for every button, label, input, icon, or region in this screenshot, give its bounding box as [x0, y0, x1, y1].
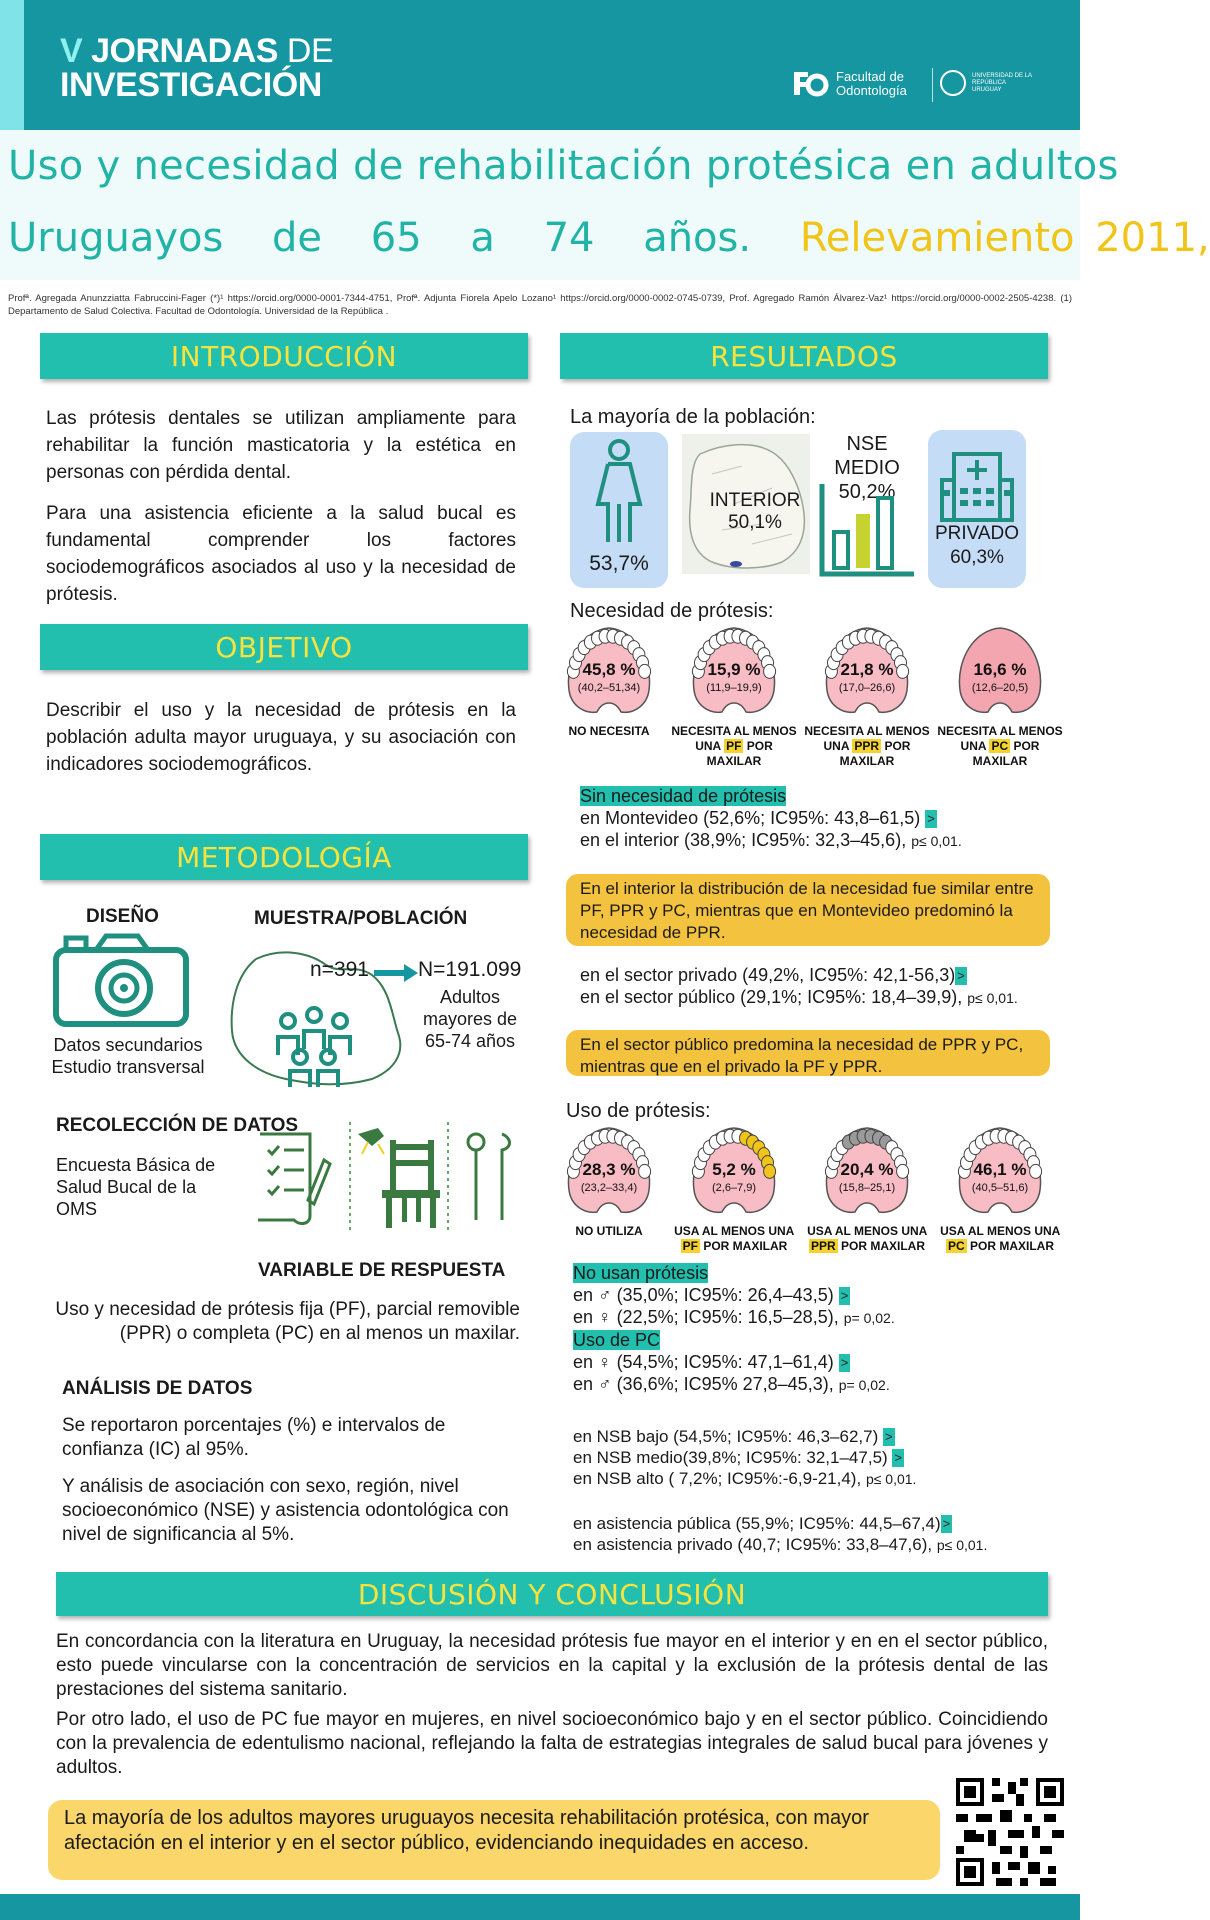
- uso-ci: (2,6–7,9): [711, 1182, 757, 1194]
- callout-sector: En el sector público predomina la necesidad de PPR y PC, mientras que en el privado la PF y PPR.: [566, 1030, 1050, 1076]
- uso-value: 5,2 %: [712, 1160, 756, 1179]
- privado-label: PRIVADO: [934, 523, 1020, 544]
- analisis-paragraph-1: Se reportaron porcentajes (%) e intervalos de confianza (IC) al 95%.: [62, 1415, 446, 1460]
- necesidad-caption: [936, 724, 1064, 769]
- header-accent-stripe: [0, 0, 24, 130]
- necesidad-value: 16,6 %: [973, 660, 1027, 679]
- en-word: en: [573, 1374, 594, 1394]
- result-asistencia-publica: en asistencia pública (55,9%; IC95%: 44,5–67,4): [573, 1514, 941, 1533]
- caption-text: NO NECESITA: [568, 724, 650, 738]
- necesidad-value: 15,9 %: [707, 660, 761, 679]
- caption-text: USA AL MENOS UNA: [674, 1224, 794, 1238]
- variable-text: Uso y necesidad de prótesis fija (PF), parcial removible (PPR) o completa (PC) en al menos un maxilar.: [55, 1299, 520, 1344]
- prosthesis-type-highlight: PC: [991, 739, 1009, 753]
- greater-than-badge: >: [840, 1355, 849, 1370]
- discusion-paragraph-2: Por otro lado, el uso de PC fue mayor en mujeres, en nivel socioeconómico bajo y en el sector público. Coincidiendo con la prevalencia de edentulismo nacional, reflejando la falta de estrategias integrales de salud bucal para jóvenes y adultos.: [56, 1709, 1048, 1778]
- asistencia-block: [573, 1513, 987, 1556]
- result-privado: en el sector privado (49,2%, IC95%: 42,1-56,3): [580, 965, 956, 985]
- caption-text: POR MAXILAR: [970, 1239, 1054, 1253]
- result-interior: en el interior (38,9%; IC95%: 32,3–45,6),: [580, 830, 907, 850]
- p-value: p≤ 0,01.: [967, 990, 1018, 1006]
- sector-block: [580, 964, 1018, 1009]
- section-heading-metodologia: METODOLOGÍA: [40, 834, 528, 880]
- datos-secundarios: Datos secundarios: [53, 1035, 203, 1055]
- objetivo-paragraph: Describir el uso y la necesidad de prótesis en la población adulta mayor uruguaya, y su asociación con indicadores sociodemográficos.: [46, 700, 516, 775]
- caption-text: POR MAXILAR: [703, 1239, 788, 1253]
- result-pc-male: (36,6%; IC95% 27,8–45,3),: [616, 1374, 834, 1394]
- result-publico: en el sector público (29,1%; IC95%: 18,4–39,9),: [580, 987, 963, 1007]
- uso-ci: (40,5–51,6): [971, 1182, 1029, 1194]
- result-nsb-bajo: en NSB bajo (54,5%; IC95%: 46,3–62,7): [573, 1427, 879, 1446]
- arrow-right-icon: [374, 964, 418, 982]
- uso-caption: [803, 1224, 931, 1254]
- authors-affiliation: Profª. Agregada Anunzziatta Fabruccini-Fager (*)¹ https://orcid.org/0000-0001-7344-4751, Profª. Adjunta Fiorela Apelo Lozano¹ https://orcid.org/0000-0002-0745-0739, Prof. Agregado Ramón Álvarez-Vaz¹ https://orcid.org/0000-0002-2505-4238. (1) Departamento de Salud Colectiva. Facultad de Odontología. Universidad de la República .: [8, 293, 1072, 317]
- caption-text: USA AL MENOS UNA: [807, 1224, 927, 1238]
- en-word: en: [573, 1307, 594, 1327]
- brand-jornadas: JORNADAS: [91, 32, 278, 70]
- brand-investigacion: INVESTIGACIÓN: [60, 66, 322, 104]
- caption-text: MAXILAR: [839, 754, 895, 768]
- analisis-label: ANÁLISIS DE DATOS: [62, 1378, 253, 1399]
- caption-text: NECESITA AL MENOS UNA: [671, 724, 797, 753]
- discusion-paragraph-1: En concordancia con la literatura en Uruguay, la necesidad prótesis fue mayor en el interior y en en el sector público, esto puede vincularse con la concentración de servicios en la capital y la exclusión de la prótesis dental de las prestaciones del sistema sanitario.: [56, 1631, 1048, 1700]
- population-size: N=191.099: [418, 958, 522, 981]
- p-value: p= 0,02.: [843, 1310, 895, 1326]
- necesidad-caption: [803, 724, 931, 769]
- prosthesis-type-highlight: PPR: [854, 739, 880, 753]
- necesidad-value: 45,8 %: [582, 660, 636, 679]
- necesidad-caption: [670, 724, 798, 769]
- nse-label: NSE MEDIO: [834, 433, 900, 479]
- uso-caption: [936, 1224, 1064, 1254]
- uso-caption: [670, 1224, 798, 1254]
- poster-title-line1: Uso y necesidad de rehabilitación protésica en adultos: [8, 143, 1119, 189]
- result-montevideo: en Montevideo (52,6%; IC95%: 43,8–61,5): [580, 808, 921, 828]
- encuesta-text: Encuesta Básica de Salud Bucal de la OMS: [56, 1155, 216, 1219]
- faculty-name-line1: Facultad de: [836, 69, 904, 84]
- caption-text: POR: [1013, 739, 1040, 753]
- interior-stat: [700, 490, 810, 534]
- caption-text: MAXILAR: [972, 754, 1028, 768]
- brand-v: V: [60, 32, 83, 70]
- diseno-label: DISEÑO: [86, 906, 159, 927]
- p-value: p≤ 0,01.: [911, 833, 962, 849]
- en-word: en: [573, 1352, 594, 1372]
- datos-text: [38, 1034, 218, 1078]
- p-value: p≤ 0,01.: [865, 1471, 917, 1487]
- greater-than-badge: >: [927, 811, 935, 826]
- caption-text: USA AL MENOS UNA: [940, 1224, 1060, 1238]
- poster-title-line2: [8, 215, 1210, 261]
- necesidad-ci: (40,2–51,34): [577, 682, 641, 694]
- footer-bar: [0, 1894, 1080, 1920]
- result-pc-female: (54,5%; IC95%: 47,1–61,4): [616, 1352, 834, 1372]
- male-symbol-icon: ♂: [598, 1374, 612, 1394]
- university-name: UNIVERSIDAD DE LA REPÚBLICA URUGUAY: [972, 73, 1032, 93]
- necesidad-title: Necesidad de prótesis:: [570, 600, 774, 622]
- caption-text: POR MAXILAR: [841, 1239, 926, 1253]
- necesidad-ci: (12,6–20,5): [971, 682, 1029, 694]
- caption-text: NECESITA AL MENOS UNA: [937, 724, 1063, 753]
- estudio-transversal: Estudio transversal: [51, 1057, 205, 1077]
- p-value: p≤ 0,01.: [936, 1537, 988, 1553]
- title-line2-main: Uruguayos de 65 a 74 años.: [8, 215, 752, 261]
- mayoria-label: La mayoría de la población:: [570, 406, 816, 428]
- result-male: (35,0%; IC95%: 26,4–43,5): [616, 1285, 834, 1305]
- title-line2-highlight: Relevamiento 2011,: [799, 215, 1210, 261]
- event-brand: [60, 34, 333, 102]
- necesidad-ci: (11,9–19,9): [706, 682, 762, 694]
- caption-text: POR: [884, 739, 911, 753]
- muestra-label: MUESTRA/POBLACIÓN: [254, 908, 468, 929]
- population-description: Adultos mayores de 65-74 años: [422, 987, 518, 1051]
- intro-paragraph-1: Las prótesis dentales se utilizan ampliamente para rehabilitar la función masticatoria y la estética en personas con pérdida dental.: [46, 408, 516, 483]
- uso-pc-label: Uso de PC: [573, 1330, 661, 1350]
- section-heading-introduccion: INTRODUCCIÓN: [40, 333, 528, 379]
- result-nsb-alto: en NSB alto ( 7,2%; IC95%:-6,9-21,4),: [573, 1469, 862, 1488]
- caption-text: POR: [746, 739, 773, 753]
- intro-paragraph-2: Para una asistencia eficiente a la salud bucal es fundamental comprender los factores sociodemográficos asociados al uso y la necesidad de prótesis.: [46, 503, 516, 605]
- nse-value: 50,2%: [838, 481, 896, 503]
- greater-than-badge: >: [840, 1288, 849, 1303]
- interior-value: 50,1%: [728, 512, 782, 533]
- sample-size: n=391: [310, 958, 369, 981]
- caption-text: NECESITA AL MENOS UNA: [804, 724, 930, 753]
- greater-than-badge: >: [957, 968, 965, 983]
- result-female: (22,5%; IC95%: 16,5–28,5),: [616, 1307, 839, 1327]
- p-value: p= 0,02.: [838, 1377, 890, 1393]
- uso-ci: (23,2–33,4): [580, 1182, 638, 1194]
- necesidad-caption: [545, 724, 673, 739]
- necesidad-value: 21,8 %: [840, 660, 894, 679]
- female-icon: [592, 438, 646, 546]
- variable-label: VARIABLE DE RESPUESTA: [258, 1260, 506, 1281]
- camera-icon: [52, 932, 190, 1028]
- callout-interior: En el interior la distribución de la necesidad fue similar entre PF, PPR y PC, mientras que en Montevideo predominó la necesidad de PPR.: [566, 874, 1050, 946]
- uso-value: 46,1 %: [973, 1160, 1027, 1179]
- faculty-name-line2: Odontología: [836, 83, 907, 98]
- greater-than-badge: >: [884, 1429, 893, 1444]
- female-symbol-icon: ♀: [598, 1352, 612, 1372]
- faculty-name: [836, 70, 907, 98]
- sin-necesidad-label: Sin necesidad de prótesis: [580, 786, 787, 806]
- uso-title: Uso de prótesis:: [566, 1100, 711, 1122]
- university-seal-icon: [940, 70, 966, 96]
- section-heading-resultados: RESULTADOS: [560, 333, 1048, 379]
- interior-label: INTERIOR: [709, 490, 801, 511]
- male-symbol-icon: ♂: [598, 1285, 612, 1305]
- result-nsb-medio: en NSB medio(39,8%; IC95%: 32,1–47,5): [573, 1448, 888, 1467]
- female-stat-value: 53,7%: [589, 552, 649, 575]
- hospital-icon: [938, 440, 1016, 524]
- bar-chart-icon: [818, 480, 918, 580]
- female-symbol-icon: ♀: [598, 1307, 612, 1327]
- uso-ci: (15,8–25,1): [838, 1182, 896, 1194]
- prosthesis-type-highlight: PC: [947, 1239, 965, 1253]
- privado-value: 60,3%: [950, 547, 1004, 568]
- en-word: en: [573, 1285, 594, 1305]
- uso-value: 20,4 %: [840, 1160, 894, 1179]
- no-usan-label: No usan prótesis: [573, 1263, 709, 1283]
- conclusion-callout: La mayoría de los adultos mayores uruguayos necesita rehabilitación protésica, con mayor afectación en el interior y en el sector público, evidenciando inequidades en acceso.: [48, 1800, 940, 1880]
- uso-caption: [545, 1224, 673, 1239]
- header-divider: [932, 68, 933, 102]
- recoleccion-label: RECOLECCIÓN DE DATOS: [56, 1115, 299, 1136]
- prosthesis-type-highlight: PF: [726, 739, 742, 753]
- section-heading-discusion: DISCUSIÓN Y CONCLUSIÓN: [56, 1572, 1048, 1616]
- uso-results-block: [573, 1262, 895, 1396]
- caption-text: NO UTILIZA: [575, 1224, 643, 1238]
- greater-than-badge: >: [942, 1516, 951, 1531]
- privado-stat: [928, 522, 1026, 570]
- qr-code-icon[interactable]: [956, 1778, 1064, 1886]
- analisis-paragraph-2: Y análisis de asociación con sexo, región, nivel socioeconómico (NSE) y asistencia odontológica con nivel de significancia al 5%.: [62, 1476, 509, 1545]
- nsb-block: [573, 1426, 916, 1490]
- faculty-logo-icon: [792, 68, 828, 98]
- brand-de: DE: [286, 32, 334, 70]
- sin-necesidad-block: [580, 785, 962, 852]
- data-collection-icons: [250, 1120, 532, 1232]
- result-asistencia-privada: en asistencia privado (40,7; IC95%: 33,8–47,6),: [573, 1535, 933, 1554]
- necesidad-ci: (17,0–26,6): [838, 682, 896, 694]
- caption-text: MAXILAR: [706, 754, 762, 768]
- prosthesis-type-highlight: PF: [682, 1239, 698, 1253]
- section-heading-objetivo: OBJETIVO: [40, 624, 528, 670]
- prosthesis-type-highlight: PPR: [810, 1239, 836, 1253]
- uso-value: 28,3 %: [582, 1160, 636, 1179]
- greater-than-badge: >: [894, 1450, 903, 1465]
